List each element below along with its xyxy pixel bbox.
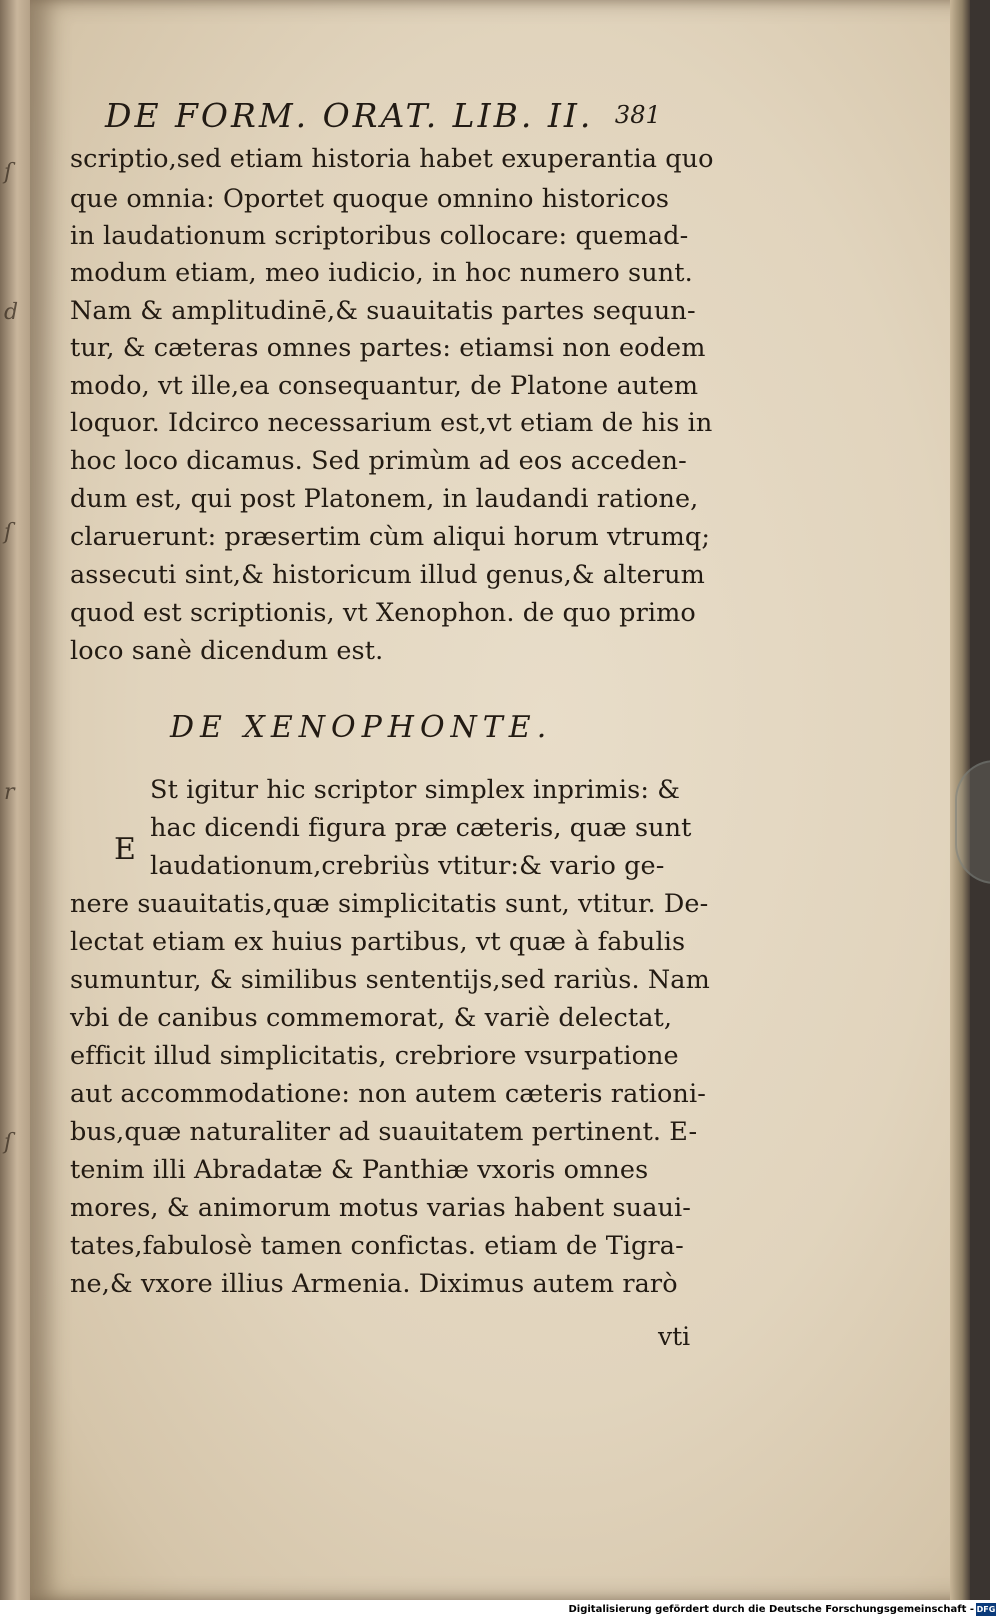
text-line: modo, vt ille,ea consequantur, de Platone autem (70, 371, 699, 401)
text-line: loquor. Idcirco necessarium est,vt etiam de his in (70, 408, 713, 438)
text-line: dum est, qui post Platonem, in laudandi ratione, (70, 484, 699, 514)
section-heading: DE XENOPHONTE. (170, 710, 553, 745)
text-line: loco sanè dicendum est. (70, 636, 384, 666)
facing-page-glyph: d (4, 300, 19, 325)
text-line: tates,fabulosè tamen confictas. etiam de Tigra- (70, 1231, 684, 1261)
text-line: St igitur hic scriptor simplex inprimis: & (150, 775, 681, 805)
text-line: in laudationum scriptoribus collocare: quemad- (70, 221, 689, 251)
text-line: vbi de canibus commemorat, & variè delectat, (70, 1003, 673, 1033)
footer-bar (0, 1600, 1000, 1623)
text-line: ne,& vxore illius Armenia. Diximus autem rarò (70, 1269, 678, 1299)
text-line: Nam & amplitudinē,& suauitatis partes sequun- (70, 296, 696, 326)
facing-page-glyph: ſ (4, 1130, 13, 1155)
text-line: efficit illud simplicitatis, crebriore vsurpatione (70, 1041, 679, 1071)
drop-cap: E (114, 832, 136, 867)
text-line: que omnia: Oportet quoque omnino historicos (70, 184, 670, 214)
text-line: tenim illi Abradatæ & Panthiæ vxoris omnes (70, 1155, 649, 1185)
page-clip (955, 760, 990, 884)
text-line: mores, & animorum motus varias habent suaui- (70, 1193, 691, 1223)
text-line: hoc loco dicamus. Sed primùm ad eos acceden- (70, 446, 687, 476)
text-line: nere suauitatis,quæ simplicitatis sunt, vtitur. De- (70, 889, 709, 919)
text-line: aut accommodatione: non autem cæteris rationi- (70, 1079, 706, 1109)
text-line: scriptio,sed etiam historia habet exuperantia quo (70, 144, 714, 174)
text-line: bus,quæ naturaliter ad suauitatem pertinent. E- (70, 1117, 698, 1147)
page-number: 381 (614, 101, 661, 129)
book-page (30, 0, 970, 1600)
text-line: sumuntur, & similibus sententijs,sed rariùs. Nam (70, 965, 710, 995)
text-line: assecuti sint,& historicum illud genus,& alterum (70, 560, 705, 590)
running-header (105, 96, 661, 135)
text-line: hac dicendi figura præ cæteris, quæ sunt (150, 813, 692, 843)
dfg-logo: DFG (976, 1605, 996, 1614)
text-line: tur, & cæteras omnes partes: etiamsi non eodem (70, 333, 706, 363)
digitization-credit: Digitalisierung gefördert durch die Deutsche Forschungsgemeinschaft - (568, 1604, 974, 1615)
facing-page-glyph: r (4, 780, 15, 805)
running-title: DE FORM. ORAT. LIB. II. (105, 96, 594, 135)
facing-page-glyph: ſ (4, 160, 13, 185)
text-line: lectat etiam ex huius partibus, vt quæ à fabulis (70, 927, 686, 957)
text-line: laudationum,crebriùs vtitur:& vario ge- (150, 851, 665, 881)
text-line: modum etiam, meo iudicio, in hoc numero sunt. (70, 258, 693, 288)
facing-page-glyph: ſ (4, 520, 13, 545)
text-line: claruerunt: præsertim cùm aliqui horum vtrumq; (70, 522, 711, 552)
text-line: quod est scriptionis, vt Xenophon. de quo primo (70, 598, 696, 628)
catchword: vti (658, 1322, 691, 1351)
